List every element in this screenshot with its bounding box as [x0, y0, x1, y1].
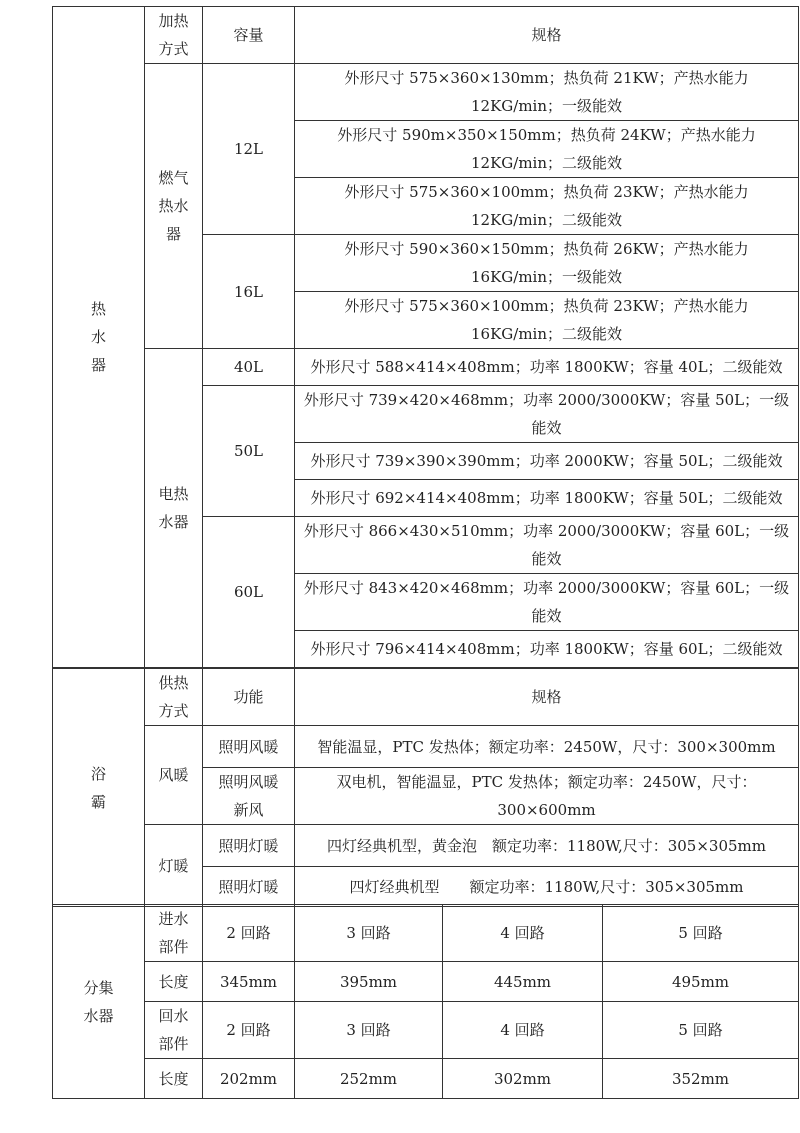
- spec-cell: 外形尺寸 590×360×150mm；热负荷 26KW；产热水能力 16KG/min；一级能效: [295, 235, 799, 292]
- header-supply-method: 供热方式: [145, 669, 203, 726]
- length-label: 长度: [145, 1059, 203, 1099]
- function-cell: 照明风暖: [203, 726, 295, 768]
- spec-cell: 外形尺寸 843×420×468mm；功率 2000/3000KW；容量 60L；一级能效: [295, 574, 799, 631]
- spec-cell: 外形尺寸 590m×350×150mm；热负荷 24KW；产热水能力 12KG/min；二级能效: [295, 121, 799, 178]
- spec-cell: 外形尺寸 739×390×390mm；功率 2000KW；容量 50L；二级能效: [295, 443, 799, 480]
- function-cell: 照明灯暖: [203, 825, 295, 867]
- spec-cell: 智能温显，PTC 发热体；额定功率：2450W，尺寸：300×300mm: [295, 726, 799, 768]
- length-cell: 445mm: [443, 962, 603, 1002]
- function-cell: 照明风暖新风: [203, 768, 295, 825]
- capacity-50l: 50L: [203, 386, 295, 517]
- gas-heater-label: 燃气热水器: [145, 64, 203, 349]
- spec-cell: 外形尺寸 739×420×468mm；功率 2000/3000KW；容量 50L；一级能效: [295, 386, 799, 443]
- bath-heater-table: [52, 668, 799, 907]
- header-function: 功能: [203, 669, 295, 726]
- spec-cell: 外形尺寸 575×360×100mm；热负荷 23KW；产热水能力 16KG/min；二级能效: [295, 292, 799, 349]
- length-cell: 352mm: [603, 1059, 799, 1099]
- bath-category: 浴霸: [53, 669, 145, 907]
- loop-cell: 3 回路: [295, 1002, 443, 1059]
- spec-cell: 四灯经典机型，黄金泡 额定功率：1180W,尺寸：305×305mm: [295, 825, 799, 867]
- loop-cell: 5 回路: [603, 905, 799, 962]
- wind-heater-label: 风暖: [145, 726, 203, 825]
- spec-cell: 外形尺寸 866×430×510mm；功率 2000/3000KW；容量 60L；一级能效: [295, 517, 799, 574]
- spec-cell: 四灯经典机型 额定功率：1180W,尺寸：305×305mm: [295, 867, 799, 907]
- manifold-table: [52, 904, 799, 1099]
- spec-cell: 外形尺寸 588×414×408mm；功率 1800KW；容量 40L；二级能效: [295, 349, 799, 386]
- length-cell: 202mm: [203, 1059, 295, 1099]
- lamp-heater-label: 灯暖: [145, 825, 203, 907]
- header-spec: 规格: [295, 669, 799, 726]
- capacity-12l: 12L: [203, 64, 295, 235]
- length-cell: 252mm: [295, 1059, 443, 1099]
- length-cell: 495mm: [603, 962, 799, 1002]
- length-cell: 302mm: [443, 1059, 603, 1099]
- heater-category: 热水器: [53, 7, 145, 668]
- header-method: 加热方式: [145, 7, 203, 64]
- capacity-16l: 16L: [203, 235, 295, 349]
- loop-cell: 2 回路: [203, 905, 295, 962]
- loop-cell: 3 回路: [295, 905, 443, 962]
- electric-heater-label: 电热水器: [145, 349, 203, 668]
- loop-cell: 4 回路: [443, 905, 603, 962]
- loop-cell: 5 回路: [603, 1002, 799, 1059]
- inlet-label: 进水部件: [145, 905, 203, 962]
- header-capacity: 容量: [203, 7, 295, 64]
- length-cell: 345mm: [203, 962, 295, 1002]
- capacity-40l: 40L: [203, 349, 295, 386]
- function-cell: 照明灯暖: [203, 867, 295, 907]
- length-label: 长度: [145, 962, 203, 1002]
- manifold-category: 分集水器: [53, 905, 145, 1099]
- loop-cell: 4 回路: [443, 1002, 603, 1059]
- capacity-60l: 60L: [203, 517, 295, 668]
- water-heater-table: [52, 6, 799, 668]
- header-spec: 规格: [295, 7, 799, 64]
- spec-cell: 外形尺寸 575×360×130mm；热负荷 21KW；产热水能力 12KG/min；一级能效: [295, 64, 799, 121]
- spec-cell: 外形尺寸 575×360×100mm；热负荷 23KW；产热水能力 12KG/min；二级能效: [295, 178, 799, 235]
- length-cell: 395mm: [295, 962, 443, 1002]
- spec-cell: 双电机，智能温显，PTC 发热体；额定功率：2450W，尺寸：300×600mm: [295, 768, 799, 825]
- loop-cell: 2 回路: [203, 1002, 295, 1059]
- spec-cell: 外形尺寸 796×414×408mm；功率 1800KW；容量 60L；二级能效: [295, 631, 799, 668]
- spec-cell: 外形尺寸 692×414×408mm；功率 1800KW；容量 50L；二级能效: [295, 480, 799, 517]
- outlet-label: 回水部件: [145, 1002, 203, 1059]
